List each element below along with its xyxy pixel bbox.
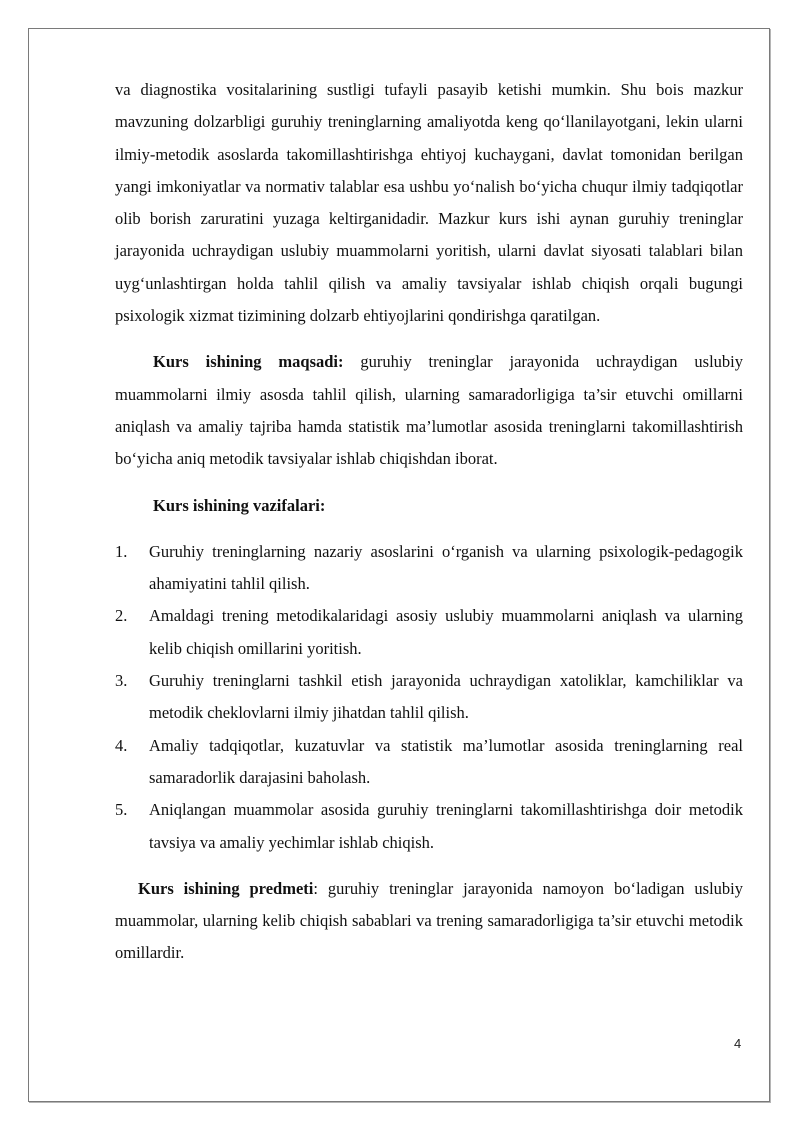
- list-item-text: Aniqlangan muammolar asosida guruhiy treninglarni takomillashtirishga doir metodik tavsiya va amaliy yechimlar ishlab chiqish.: [149, 800, 743, 852]
- list-item-number: 1.: [115, 541, 128, 561]
- document-body: [115, 74, 743, 970]
- list-item: [115, 794, 743, 859]
- list-item-text: Amaldagi trening metodikalaridagi asosiy uslubiy muammolarni aniqlash va ularning kelib chiqish omillarini yoritish.: [149, 606, 743, 658]
- list-item-text: Guruhiy treninglarning nazariy asoslarini o‘rganish va ularning psixologik-pedagogik ahamiyatini tahlil qilish.: [149, 541, 743, 594]
- list-item: [115, 536, 743, 601]
- list-item-number: 2.: [115, 606, 128, 626]
- page-number: 4: [734, 1036, 742, 1051]
- list-item-number: 4.: [115, 735, 128, 755]
- goal-text: guruhiy treninglar jarayonida uchraydigan uslubiy muammolarni ilmiy asosda tahlil qilish, ularning samaradorligiga ta’sir etuvchi omillarni aniqlash va amaliy tajriba hamda statistik ma’lumotlar asosida treninglarni takomillashtirish bo‘yicha aniq metodik tavsiyalar ishlab chiqishdan iborat.: [115, 352, 743, 469]
- list-item: [115, 600, 743, 665]
- list-item: [115, 730, 743, 795]
- list-item-number: 5.: [115, 800, 128, 820]
- list-item: [115, 665, 743, 730]
- tasks-heading: Kurs ishining vazifalari:: [153, 495, 326, 515]
- list-item-text: Amaliy tadqiqotlar, kuzatuvlar va statistik ma’lumotlar asosida treninglarning real samaradorlik darajasini baholash.: [149, 735, 743, 787]
- goal-paragraph: [115, 346, 743, 475]
- list-item-number: 3.: [115, 671, 128, 691]
- goal-label: Kurs ishining maqsadi:: [153, 352, 344, 372]
- subject-paragraph: [115, 873, 743, 970]
- subject-text: : guruhiy treninglar jarayonida namoyon bo‘ladigan uslubiy muammolar, ularning kelib chiqish sabablari va trening samaradorligiga ta’sir etuvchi metodik omillardir.: [115, 878, 743, 963]
- list-item-text: Guruhiy treninglarni tashkil etish jarayonida uchraydigan xatoliklar, kamchiliklar va metodik cheklovlarni ilmiy jihatdan tahlil qilish.: [149, 671, 743, 723]
- subject-label: Kurs ishining predmeti: [138, 878, 314, 898]
- tasks-list: [115, 536, 743, 859]
- intro-paragraph: va diagnostika vositalarining sustligi tufayli pasayib ketishi mumkin. Shu bois mazkur mavzuning dolzarbligi guruhiy treninglarning amaliyotda keng qo‘llanilayotgani, lekin ularni ilmiy-metodik asoslarda takomillashtirishga ehtiyoj kuchaygani, davlat tomonidan berilgan yangi imkoniyatlar va normativ talablar esa ushbu yo‘nalish bo‘yicha chuqur ilmiy tadqiqotlar olib borish zaruratini yuzaga keltirganidadir. Mazkur kurs ishi aynan guruhiy treninglar jarayonida uchraydigan uslubiy muammolarni yoritish, ularni davlat siyosati talablari bilan uyg‘unlashtirgan holda tahlil qilish va amaliy tavsiyalar ishlab chiqish orqali bugungi psixologik xizmat tizimining dolzarb ehtiyojlarini qondirishga qaratilgan.: [115, 80, 743, 326]
